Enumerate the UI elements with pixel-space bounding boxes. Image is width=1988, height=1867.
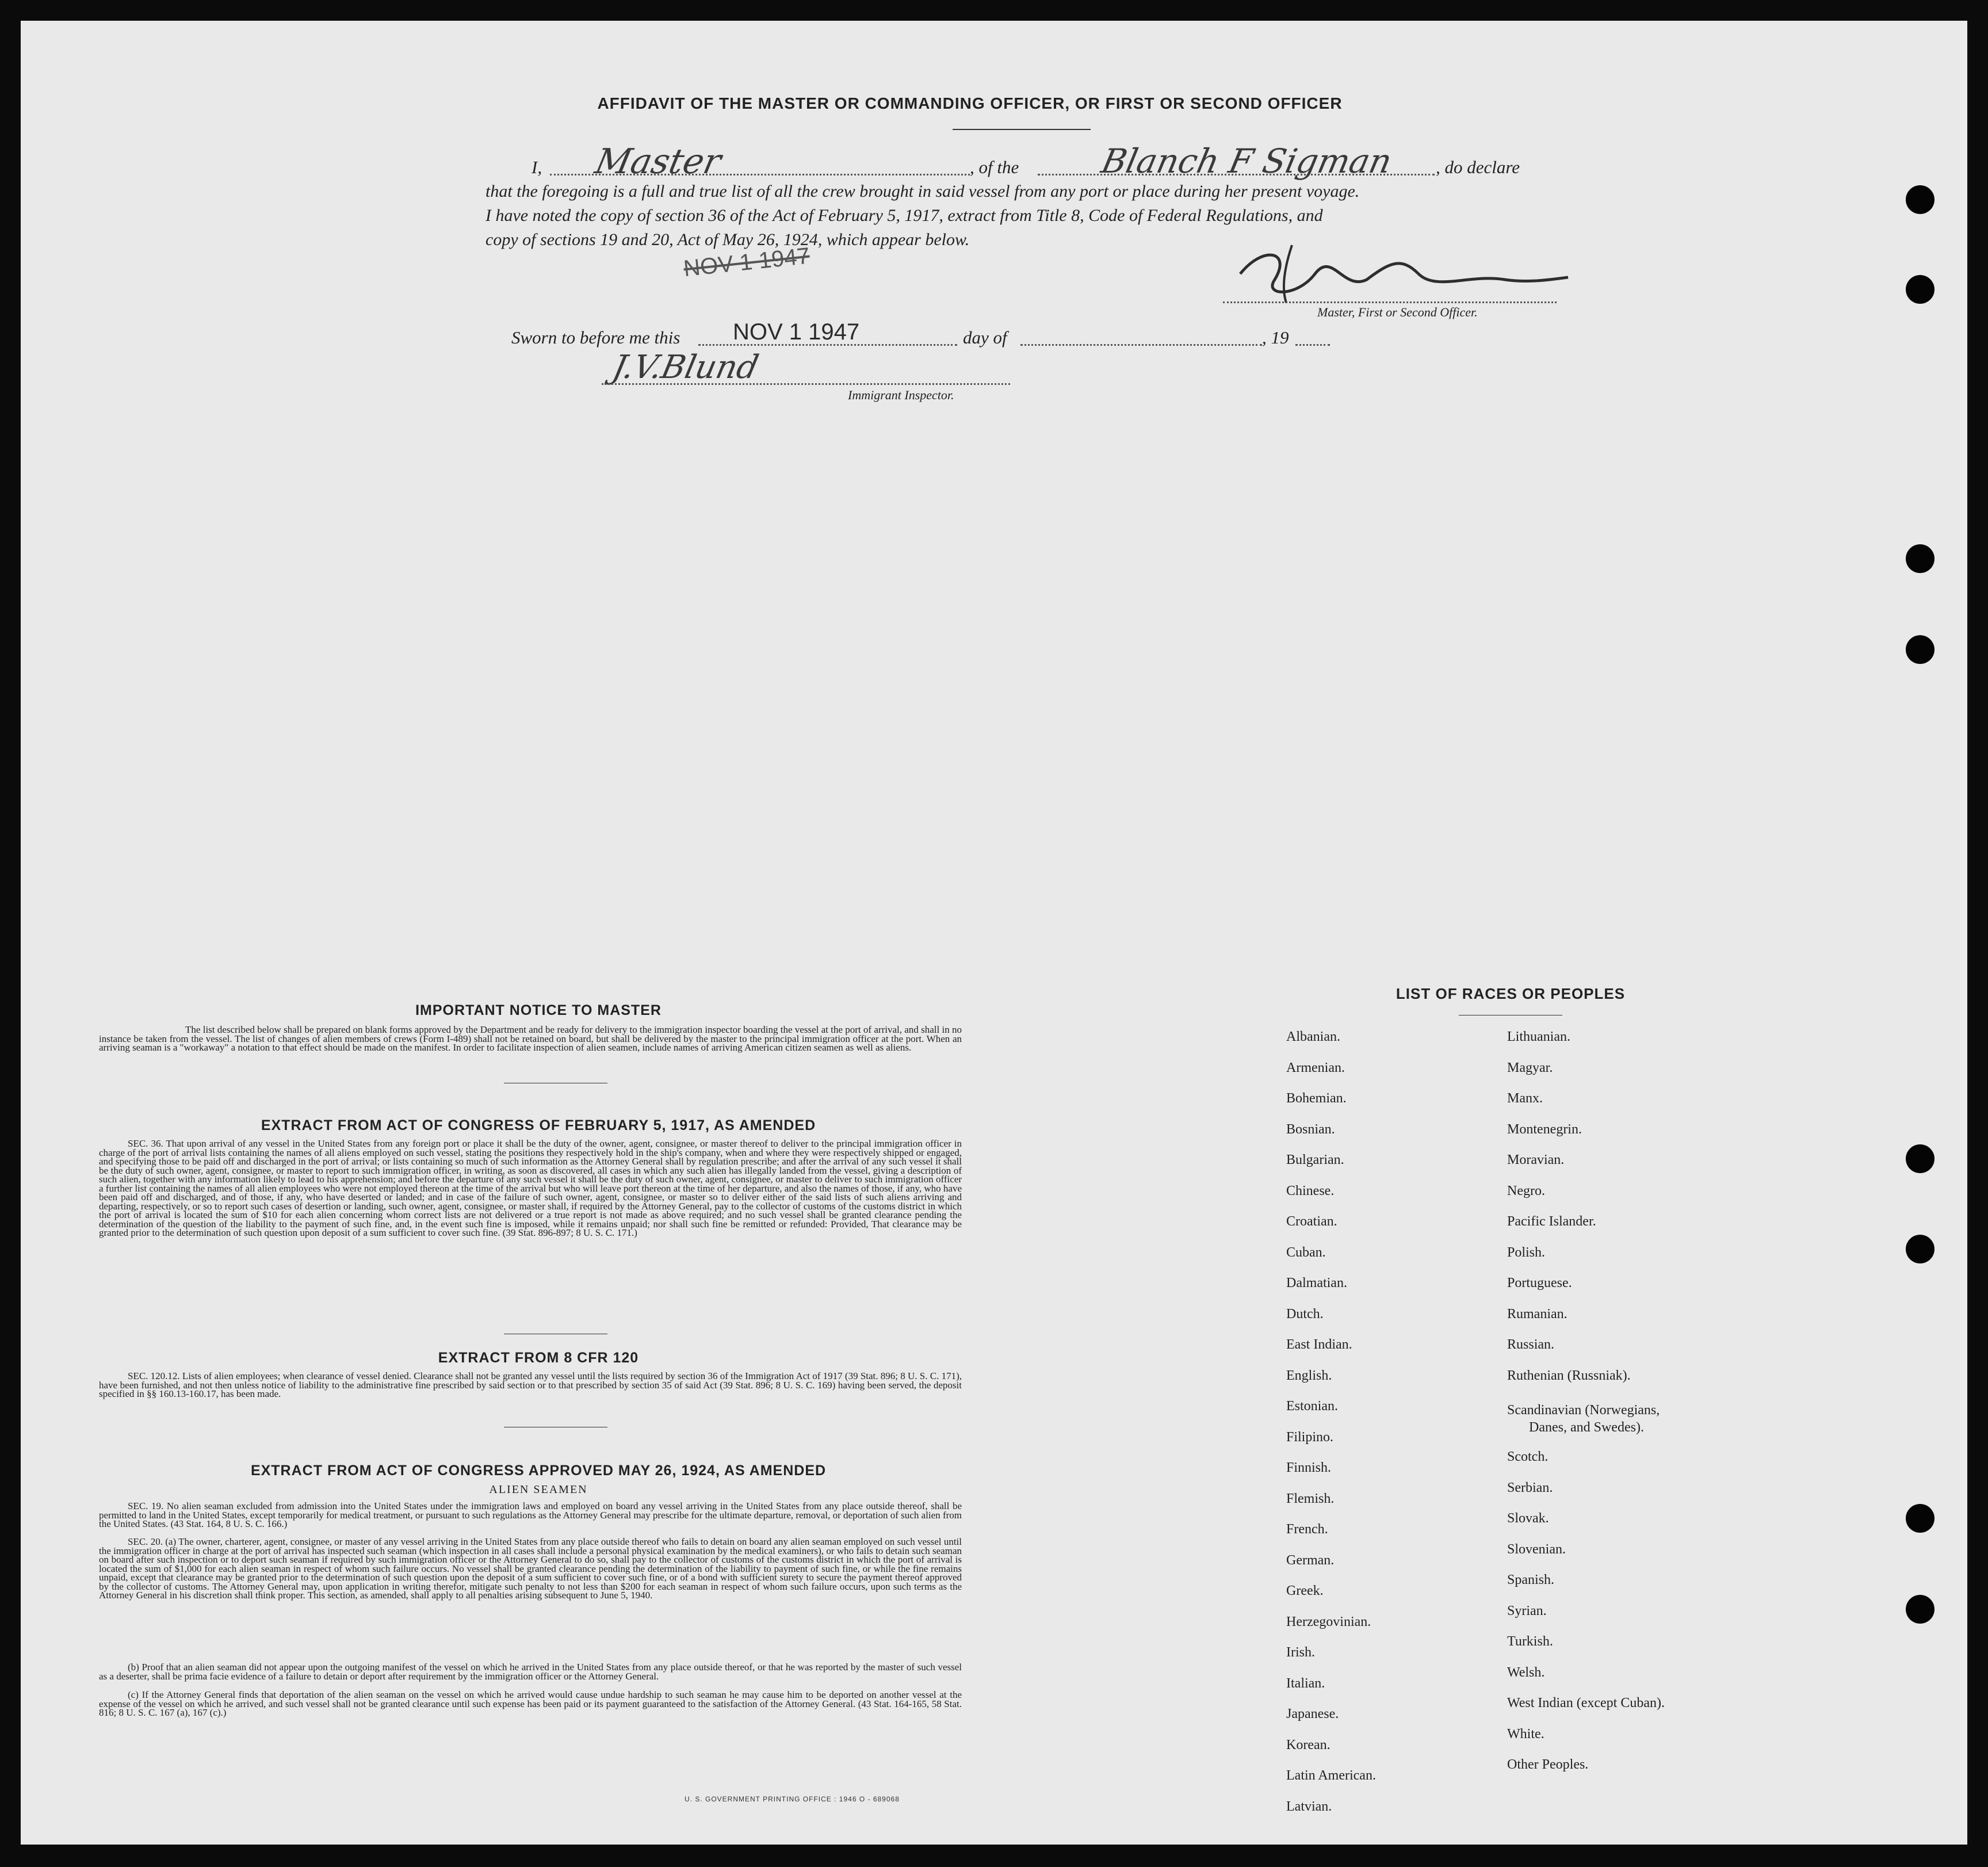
punch-hole xyxy=(1906,1144,1935,1173)
race-item: Spanish. xyxy=(1507,1572,1555,1587)
master-signature-label: Master, First or Second Officer. xyxy=(1317,305,1478,319)
punch-hole xyxy=(1906,1504,1935,1533)
race-item: Latin American. xyxy=(1286,1768,1376,1783)
affidavit-divider xyxy=(953,129,1091,130)
handwritten-rank: Master xyxy=(591,142,725,182)
declaration-line-4: copy of sections 19 and 20, Act of May 26, 1924, which appear below. xyxy=(485,230,970,249)
race-item: Chinese. xyxy=(1286,1183,1335,1198)
punch-hole xyxy=(1906,544,1935,573)
race-item: Finnish. xyxy=(1286,1460,1332,1475)
race-item: Pacific Islander. xyxy=(1507,1214,1596,1229)
race-item: English. xyxy=(1286,1368,1332,1383)
declaration-line-3: I have noted the copy of section 36 of the Act of February 5, 1917, extract from Title 8, Code of Federal Regulations, and xyxy=(485,206,1323,225)
master-signature-line xyxy=(1223,301,1557,303)
extract-1917-title: EXTRACT FROM ACT OF CONGRESS OF FEBRUARY 5, 1917, AS AMENDED xyxy=(261,1117,816,1133)
notice-title: IMPORTANT NOTICE TO MASTER xyxy=(415,1002,662,1018)
form-page xyxy=(21,21,1967,1845)
race-item: Other Peoples. xyxy=(1507,1757,1589,1772)
race-item: Bosnian. xyxy=(1286,1121,1335,1137)
race-item: Croatian. xyxy=(1286,1214,1337,1229)
race-item: West Indian (except Cuban). xyxy=(1507,1696,1665,1711)
race-item: Filipino. xyxy=(1286,1429,1334,1445)
race-item: Slovenian. xyxy=(1507,1541,1566,1557)
race-item: Estonian. xyxy=(1286,1399,1338,1414)
punch-hole xyxy=(1906,1595,1935,1624)
race-item: White. xyxy=(1507,1726,1544,1742)
race-item: Dutch. xyxy=(1286,1306,1324,1322)
race-item: Portuguese. xyxy=(1507,1276,1572,1291)
race-item: Welsh. xyxy=(1507,1664,1545,1680)
race-item: Magyar. xyxy=(1507,1060,1553,1075)
race-item: Moravian. xyxy=(1507,1152,1565,1167)
race-item: Scandinavian (Norwegians, xyxy=(1507,1403,1660,1418)
races-title: LIST OF RACES OR PEOPLES xyxy=(1396,985,1626,1002)
race-item: Armenian. xyxy=(1286,1060,1345,1075)
sec-20c-text: (c) If the Attorney General finds that deportation of the alien seaman on the vessel on which he arrived would cause undue hardship to such seaman he may cause him to be deported on another vessel at the expense of the vessel on which he arrived, and such vessel shall not be granted clearance until such expense has been paid or its payment guaranteed to the satisfaction of the Attorney General. (43 Stat. 164-165, 58 Stat. 816; 8 U. S. C. 167 (a), 167 (c).) xyxy=(99,1689,962,1718)
sec-20a-text: SEC. 20. (a) The owner, charterer, agent, consignee, or master of any vessel arriving in the United States from any place outside thereof who fails to detain on board any alien seaman employed on such vessel until the immigration officer in charge at the port of arrival has inspected such seaman (which inspection in all cases shall include a personal physical examination by the medical examiners), or who fails to detain such seaman on board after such inspection or to deport such seaman if required by such immigration officer or the Attorney General to do so, shall pay to the collector of customs of the customs district in which the port of arrival is located the sum of $1,000 for each alien seaman in respect of whom such failure occurs. No vessel shall be granted clearance pending the determination of the liability to payment of such fine, or while the fine remains unpaid, except that clearance may be granted prior to the determination of such question upon the deposit of a sum sufficient to cover such fine, or of a bond with sufficient surety to secure the payment thereof approved by the collector of customs. The Attorney General may, upon application in writing therefor, mitigate such penalty to not less than $200 for each seaman in respect of whom such failure occurs, upon such terms as the Attorney General in his discretion shall think proper. This section, as amended, shall apply to all penalties arising subsequent to June 5, 1940. xyxy=(99,1536,962,1601)
race-item: Manx. xyxy=(1507,1091,1543,1106)
punch-hole xyxy=(1906,1235,1935,1263)
extract-cfr-text: SEC. 120.12. Lists of alien employees; when clearance of vessel denied. Clearance shall not be granted any vessel until the lists required by section 36 of the Immigration Act of 1917 (39 Stat. 896; 8 U. S. C. 171), have been furnished, and not then unless notice of liability to the administrative fine prescribed by said section or to that prescribed by section 35 of said Act (39 Stat. 896; 8 U. S. C. 169) having been served, the deposit specified in §§ 160.13-160.17, has been made. xyxy=(99,1370,962,1399)
race-item: Bulgarian. xyxy=(1286,1152,1344,1167)
race-item: German. xyxy=(1286,1552,1335,1568)
races-column-1 xyxy=(1286,1022,1376,1822)
sworn-year-line xyxy=(1295,344,1330,346)
race-item: Bohemian. xyxy=(1286,1091,1347,1106)
extract-1917-text: SEC. 36. That upon arrival of any vessel in the United States from any foreign port or place it shall be the duty of the owner, agent, consignee, or master thereof to deliver to the principal immigration officer in charge of the port of arrival lists containing the names of all aliens employed on such vessel, stating the positions they respectively hold in the ship's company, when and where they were respectively shipped or engaged, and specifying those to be paid off and discharged in the port of arrival; or lists containing so much of such information as the Attorney General shall by regulation prescribe; and after the arrival of any such vessel it shall be the duty of such owner, agent, consignee, or master to report to such immigration officer, in writing, as soon as discovered, all cases in which any such alien has illegally landed from the vessel, giving a description of such alien, together with any information likely to lead to his apprehension; and before the departure of any such vessel it shall be the duty of such owner, agent, consignee, or master to deliver to such immigration officer a further list containing the names of all alien employees who were not employed thereon at the time of the arrival but who will leave port thereon at the time of her departure, and also the names of those, if any, who have been paid off and discharged, and of those, if any, who have deserted or landed; and in case of the failure of such owner, agent, consignee, or master so to deliver either of the said lists of such aliens arriving and departing, respectively, or so to report such cases of desertion or landing, such owner, agent, consignee, or master shall, if required by the Attorney General, pay to the collector of customs of the customs district in which the port of arrival is located the sum of $10 for each alien concerning whom correct lists are not delivered or a true report is not made as above required; and no such vessel shall be granted clearance pending the determination of the question of the liability to the payment of such fine, and, in the event such fine is imposed, while it remains unpaid; nor shall such fine be remitted or refunded: Provided, That clearance may be granted prior to the determination of such question upon deposit of a sum sufficient to cover such fine. (39 Stat. 896-897; 8 U. S. C. 171.) xyxy=(99,1138,962,1238)
sworn-year: , 19 xyxy=(1262,327,1289,348)
race-item: Dalmatian. xyxy=(1286,1276,1347,1291)
race-item: French. xyxy=(1286,1522,1328,1537)
printer-imprint: U. S. GOVERNMENT PRINTING OFFICE : 1946 O - 689068 xyxy=(685,1795,900,1803)
race-item: Albanian. xyxy=(1286,1029,1340,1044)
declaration-of-the: , of the xyxy=(970,157,1019,177)
race-item: Rumanian. xyxy=(1507,1306,1568,1322)
sworn-line xyxy=(485,321,1561,350)
race-item: Negro. xyxy=(1507,1183,1545,1198)
race-item: Russian. xyxy=(1507,1337,1555,1352)
extract-cfr-title: EXTRACT FROM 8 CFR 120 xyxy=(438,1350,639,1366)
affidavit-title: AFFIDAVIT OF THE MASTER OR COMMANDING OFFICER, OR FIRST OR SECOND OFFICER xyxy=(597,94,1343,112)
races-column-2 xyxy=(1507,1022,1665,1781)
alien-seamen-subtitle: ALIEN SEAMEN xyxy=(489,1483,588,1496)
handwritten-vessel-name: Blanch F Sigman xyxy=(1098,142,1396,181)
race-item: Ruthenian (Russniak). xyxy=(1507,1368,1631,1383)
race-item: Greek. xyxy=(1286,1583,1324,1598)
race-item: Montenegrin. xyxy=(1507,1121,1582,1137)
declaration-do-declare: , do declare xyxy=(1436,157,1520,177)
race-item: Cuban. xyxy=(1286,1244,1326,1260)
race-item: Japanese. xyxy=(1286,1706,1339,1721)
inspector-signature-line xyxy=(602,383,1010,385)
sworn-prefix: Sworn to before me this xyxy=(511,327,680,348)
sworn-day-of: day of xyxy=(963,327,1007,348)
sec-19-text: SEC. 19. No alien seaman excluded from admission into the United States under the immigration laws and employed on board any vessel arriving in the United States from any place outside thereof, shall be permitted to land in the United States, except temporarily for medical treatment, or pursuant to such regulations as the Attorney General may prescribe for the ultimate departure, removal, or deportation of such alien from the United States. (43 Stat. 164, 8 U. S. C. 166.) xyxy=(99,1501,962,1529)
race-item: Turkish. xyxy=(1507,1634,1553,1649)
race-item: Flemish. xyxy=(1286,1491,1335,1506)
race-item: Polish. xyxy=(1507,1244,1546,1260)
struck-date-stamp: NOV 1 1947 xyxy=(682,243,811,282)
race-item: Serbian. xyxy=(1507,1480,1553,1495)
punch-hole xyxy=(1906,275,1935,304)
race-item: Slovak. xyxy=(1507,1511,1549,1526)
race-item: Korean. xyxy=(1286,1737,1331,1753)
declaration-line-2: that the foregoing is a full and true list of all the crew brought in said vessel from any port or place during her present voyage. xyxy=(485,182,1360,201)
race-item: Herzegovinian. xyxy=(1286,1614,1371,1629)
race-item: Latvian. xyxy=(1286,1799,1332,1814)
declaration-i: I, xyxy=(532,157,542,177)
inspector-signature: J.V.Blund xyxy=(609,349,762,386)
inspector-label: Immigrant Inspector. xyxy=(848,388,954,402)
race-item: Italian. xyxy=(1286,1675,1325,1691)
race-item: Danes, and Swedes). xyxy=(1529,1420,1644,1435)
race-item: East Indian. xyxy=(1286,1337,1352,1352)
race-item: Scotch. xyxy=(1507,1449,1549,1464)
notice-text: The list described below shall be prepared on blank forms approved by the Department and be ready for delivery to the immigration inspector boarding the vessel at the port of arrival, and shall in no instance be taken from the vessel. The list of changes of alien members of crews (Form I-489) shall not be retained on board, but shall be delivered by the master to the principal immigration officer at the port. When an arriving seaman is a "workaway" a notation to that effect should be made on the manifest. In order to facilitate inspection of alien seamen, include names of arriving American citizen seamen as well as aliens. xyxy=(99,1024,962,1053)
extract-1924-title: EXTRACT FROM ACT OF CONGRESS APPROVED MAY 26, 1924, AS AMENDED xyxy=(250,1463,827,1479)
race-item: Irish. xyxy=(1286,1645,1315,1660)
sworn-month-line xyxy=(1020,344,1262,346)
sworn-date-stamp: NOV 1 1947 xyxy=(733,319,860,345)
punch-hole xyxy=(1906,185,1935,214)
race-item: Syrian. xyxy=(1507,1603,1547,1618)
punch-hole xyxy=(1906,635,1935,664)
sec-20b-text: (b) Proof that an alien seaman did not appear upon the outgoing manifest of the vessel on which he arrived in the United States from any place outside thereof, or that he was reported by the master of such vessel as a deserter, shall be prima facie evidence of a failure to detain or deport after requirement by the immigration officer or the Attorney General. xyxy=(99,1662,962,1682)
race-item: Lithuanian. xyxy=(1507,1029,1570,1044)
